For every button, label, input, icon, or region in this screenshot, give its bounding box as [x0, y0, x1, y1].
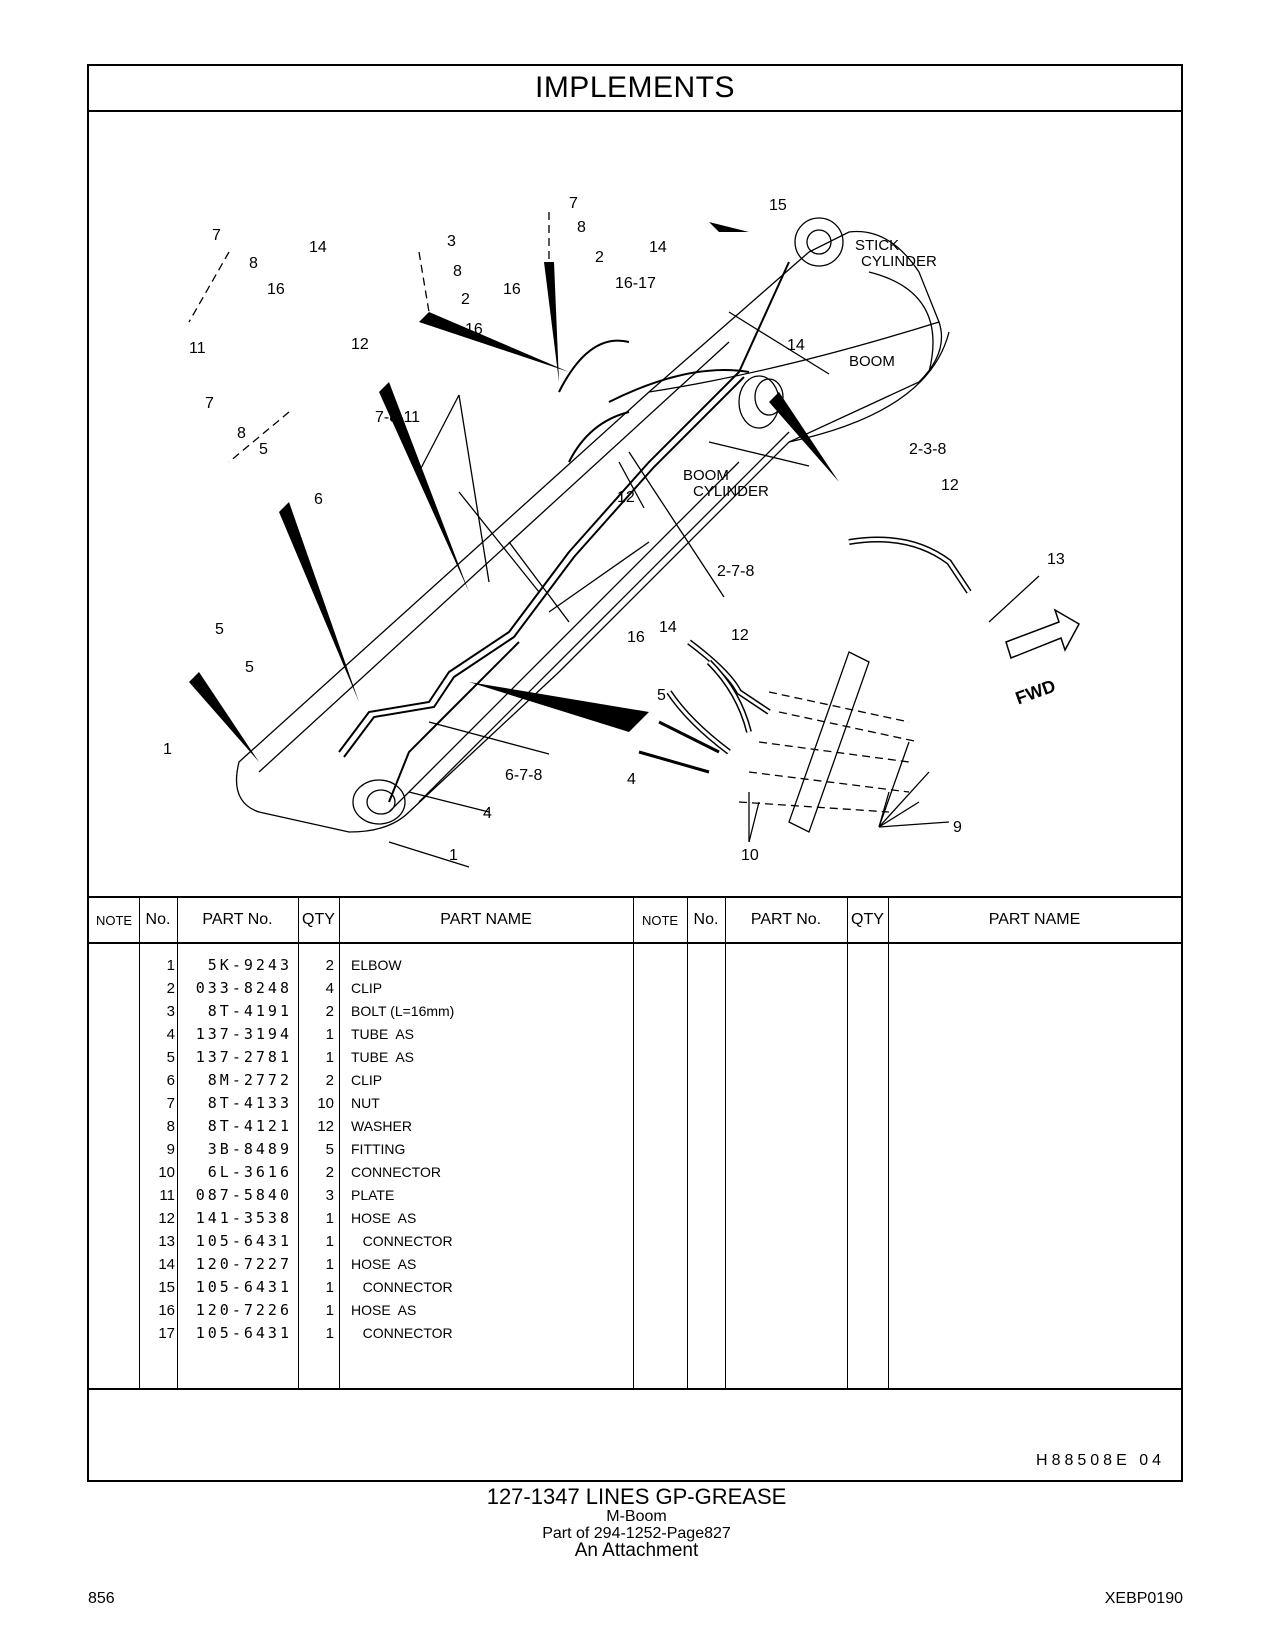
callout-9: 9 — [953, 819, 962, 836]
callout-15: 15 — [769, 197, 787, 214]
callout-6-7-8: 6-7-8 — [505, 767, 543, 784]
callout-7c: 7 — [569, 195, 578, 212]
label-stick-cylinder: CYLINDER — [861, 253, 937, 270]
row-quantity: 1 — [325, 1026, 334, 1043]
callout-12d: 12 — [731, 627, 749, 644]
row-item-number: 12 — [158, 1210, 175, 1227]
row-item-number: 15 — [158, 1279, 175, 1296]
callout-14d: 14 — [659, 619, 677, 636]
row-part-name: WASHER — [351, 1118, 412, 1134]
callout-16-17: 16-17 — [615, 275, 656, 292]
label-boom-cyl: BOOM — [683, 467, 729, 484]
row-part-name: BOLT (L=16mm) — [351, 1003, 455, 1019]
callout-8c: 8 — [453, 263, 462, 280]
callout-16: 16 — [267, 281, 285, 298]
row-part-number: 120-7226 — [195, 1301, 292, 1319]
row-part-name: CLIP — [351, 1072, 383, 1088]
row-quantity: 2 — [325, 957, 334, 974]
label-boom-cylinder: CYLINDER — [693, 483, 769, 500]
row-item-number: 4 — [166, 1026, 175, 1043]
row-quantity: 2 — [325, 1164, 334, 1181]
callout-14c: 14 — [787, 337, 805, 354]
document-id: XEBP0190 — [1104, 1590, 1183, 1607]
callout-16c: 16 — [503, 281, 521, 298]
col-header-note: NOTE — [89, 898, 139, 944]
callout-6: 6 — [314, 491, 323, 508]
row-part-name: HOSE AS — [351, 1256, 417, 1272]
callout-2-3-8: 2-3-8 — [909, 441, 947, 458]
callout-8d: 8 — [577, 219, 586, 236]
page-number: 856 — [88, 1590, 115, 1607]
row-part-name: TUBE AS — [351, 1049, 415, 1065]
callout-10: 10 — [741, 847, 759, 864]
col-divider — [725, 898, 726, 1390]
row-item-number: 2 — [166, 980, 175, 997]
col-header-part-no: PART No. — [177, 898, 298, 944]
row-item-number: 17 — [158, 1325, 175, 1342]
row-part-name: CONNECTOR — [351, 1279, 453, 1295]
caption-attachment: An Attachment — [574, 1540, 699, 1561]
row-quantity: 1 — [325, 1049, 334, 1066]
row-quantity: 10 — [317, 1095, 334, 1112]
caption-model: M-Boom — [606, 1508, 667, 1525]
callout-2b: 2 — [595, 249, 604, 266]
row-part-name: CONNECTOR — [351, 1233, 453, 1249]
callout-14: 14 — [309, 239, 327, 256]
page-title: IMPLEMENTS — [89, 66, 1181, 112]
row-part-number: 5K-9243 — [207, 956, 292, 974]
callout-2: 2 — [461, 291, 470, 308]
callout-5: 5 — [259, 441, 268, 458]
callout-12c: 12 — [941, 477, 959, 494]
parts-list-table — [89, 896, 1181, 1388]
row-part-name: NUT — [351, 1095, 380, 1111]
row-part-number: 120-7227 — [195, 1255, 292, 1273]
row-part-number: 137-3194 — [195, 1025, 292, 1043]
callout-8: 8 — [249, 255, 258, 272]
row-quantity: 1 — [325, 1279, 334, 1296]
row-item-number: 10 — [158, 1164, 175, 1181]
row-item-number: 14 — [158, 1256, 175, 1273]
callout-7-8-11: 7-8-11 — [375, 409, 421, 426]
row-part-name: HOSE AS — [351, 1210, 417, 1226]
row-part-name: CONNECTOR — [351, 1164, 441, 1180]
callout-3: 3 — [447, 233, 456, 250]
col-header-no-2: No. — [687, 898, 725, 944]
row-part-number: 105-6431 — [195, 1278, 292, 1296]
row-part-name: ELBOW — [351, 957, 402, 973]
row-part-number: 8M-2772 — [207, 1071, 292, 1089]
row-quantity: 4 — [325, 980, 334, 997]
callout-4b: 4 — [627, 771, 636, 788]
row-part-number: 087-5840 — [195, 1186, 292, 1204]
col-divider — [633, 898, 634, 1390]
row-part-number: 6L-3616 — [207, 1163, 292, 1181]
col-divider — [847, 898, 848, 1390]
callout-5b: 5 — [215, 621, 224, 638]
row-part-name: CONNECTOR — [351, 1325, 453, 1341]
row-quantity: 1 — [325, 1256, 334, 1273]
row-part-name: PLATE — [351, 1187, 395, 1203]
row-part-number: 105-6431 — [195, 1324, 292, 1342]
caption-part-of: Part of 294-1252-Page827 — [542, 1525, 731, 1542]
row-item-number: 13 — [158, 1233, 175, 1250]
callout-2-7-8: 2-7-8 — [717, 563, 755, 580]
row-part-number: 8T-4191 — [207, 1002, 292, 1020]
callout-16b: 16 — [465, 321, 483, 338]
label-stick: STICK — [855, 237, 900, 254]
callout-12b: 12 — [617, 489, 635, 506]
row-part-number: 8T-4133 — [207, 1094, 292, 1112]
callout-12: 12 — [351, 336, 369, 353]
row-quantity: 1 — [325, 1233, 334, 1250]
callout-13: 13 — [1047, 551, 1065, 568]
row-part-number: 8T-4121 — [207, 1117, 292, 1135]
row-item-number: 6 — [166, 1072, 175, 1089]
col-header-part-no-2: PART No. — [725, 898, 847, 944]
caption-group-title: 127-1347 LINES GP-GREASE — [486, 1484, 787, 1509]
row-quantity: 2 — [325, 1072, 334, 1089]
row-part-number: 3B-8489 — [207, 1140, 292, 1158]
label-boom: BOOM — [849, 353, 895, 370]
row-part-name: FITTING — [351, 1141, 406, 1157]
row-part-number: 141-3538 — [195, 1209, 292, 1227]
row-part-number: 137-2781 — [195, 1048, 292, 1066]
row-item-number: 9 — [166, 1141, 175, 1158]
page-footer-area — [89, 1388, 1181, 1482]
row-quantity: 3 — [325, 1187, 334, 1204]
row-quantity: 12 — [317, 1118, 334, 1135]
parts-page-frame — [87, 64, 1183, 1482]
callout-7b: 7 — [205, 395, 214, 412]
col-divider — [339, 898, 340, 1390]
callout-7: 7 — [212, 227, 221, 244]
callout-4: 4 — [483, 805, 492, 822]
row-quantity: 1 — [325, 1325, 334, 1342]
callout-14b: 14 — [649, 239, 667, 256]
row-part-name: CLIP — [351, 980, 383, 996]
fwd-arrow-label: FWD — [1012, 675, 1059, 709]
callout-16d: 16 — [627, 629, 645, 646]
row-quantity: 1 — [325, 1210, 334, 1227]
row-item-number: 5 — [166, 1049, 175, 1066]
col-header-part-name: PART NAME — [339, 898, 633, 944]
col-header-part-name-2: PART NAME — [888, 898, 1181, 944]
drawing-code: H88508E 04 — [1036, 1452, 1165, 1469]
row-item-number: 7 — [166, 1095, 175, 1112]
callout-1b: 1 — [449, 847, 458, 864]
col-header-qty-2: QTY — [847, 898, 888, 944]
callout-8b: 8 — [237, 425, 246, 442]
row-quantity: 2 — [325, 1003, 334, 1020]
row-item-number: 1 — [166, 957, 175, 974]
col-header-note-2: NOTE — [633, 898, 687, 944]
row-item-number: 16 — [158, 1302, 175, 1319]
col-divider — [888, 898, 889, 1390]
callout-1: 1 — [163, 741, 172, 758]
row-quantity: 5 — [325, 1141, 334, 1158]
row-part-name: HOSE AS — [351, 1302, 417, 1318]
parts-illustration — [89, 112, 1181, 896]
col-header-no: No. — [139, 898, 177, 944]
row-quantity: 1 — [325, 1302, 334, 1319]
row-part-name: TUBE AS — [351, 1026, 415, 1042]
col-divider — [687, 898, 688, 1390]
col-header-qty: QTY — [298, 898, 339, 944]
callout-5d: 5 — [657, 687, 666, 704]
row-part-number: 033-8248 — [195, 979, 292, 997]
row-item-number: 8 — [166, 1118, 175, 1135]
callout-11: 11 — [189, 340, 206, 357]
row-part-number: 105-6431 — [195, 1232, 292, 1250]
row-item-number: 3 — [166, 1003, 175, 1020]
callout-5c: 5 — [245, 659, 254, 676]
row-item-number: 11 — [159, 1187, 175, 1204]
